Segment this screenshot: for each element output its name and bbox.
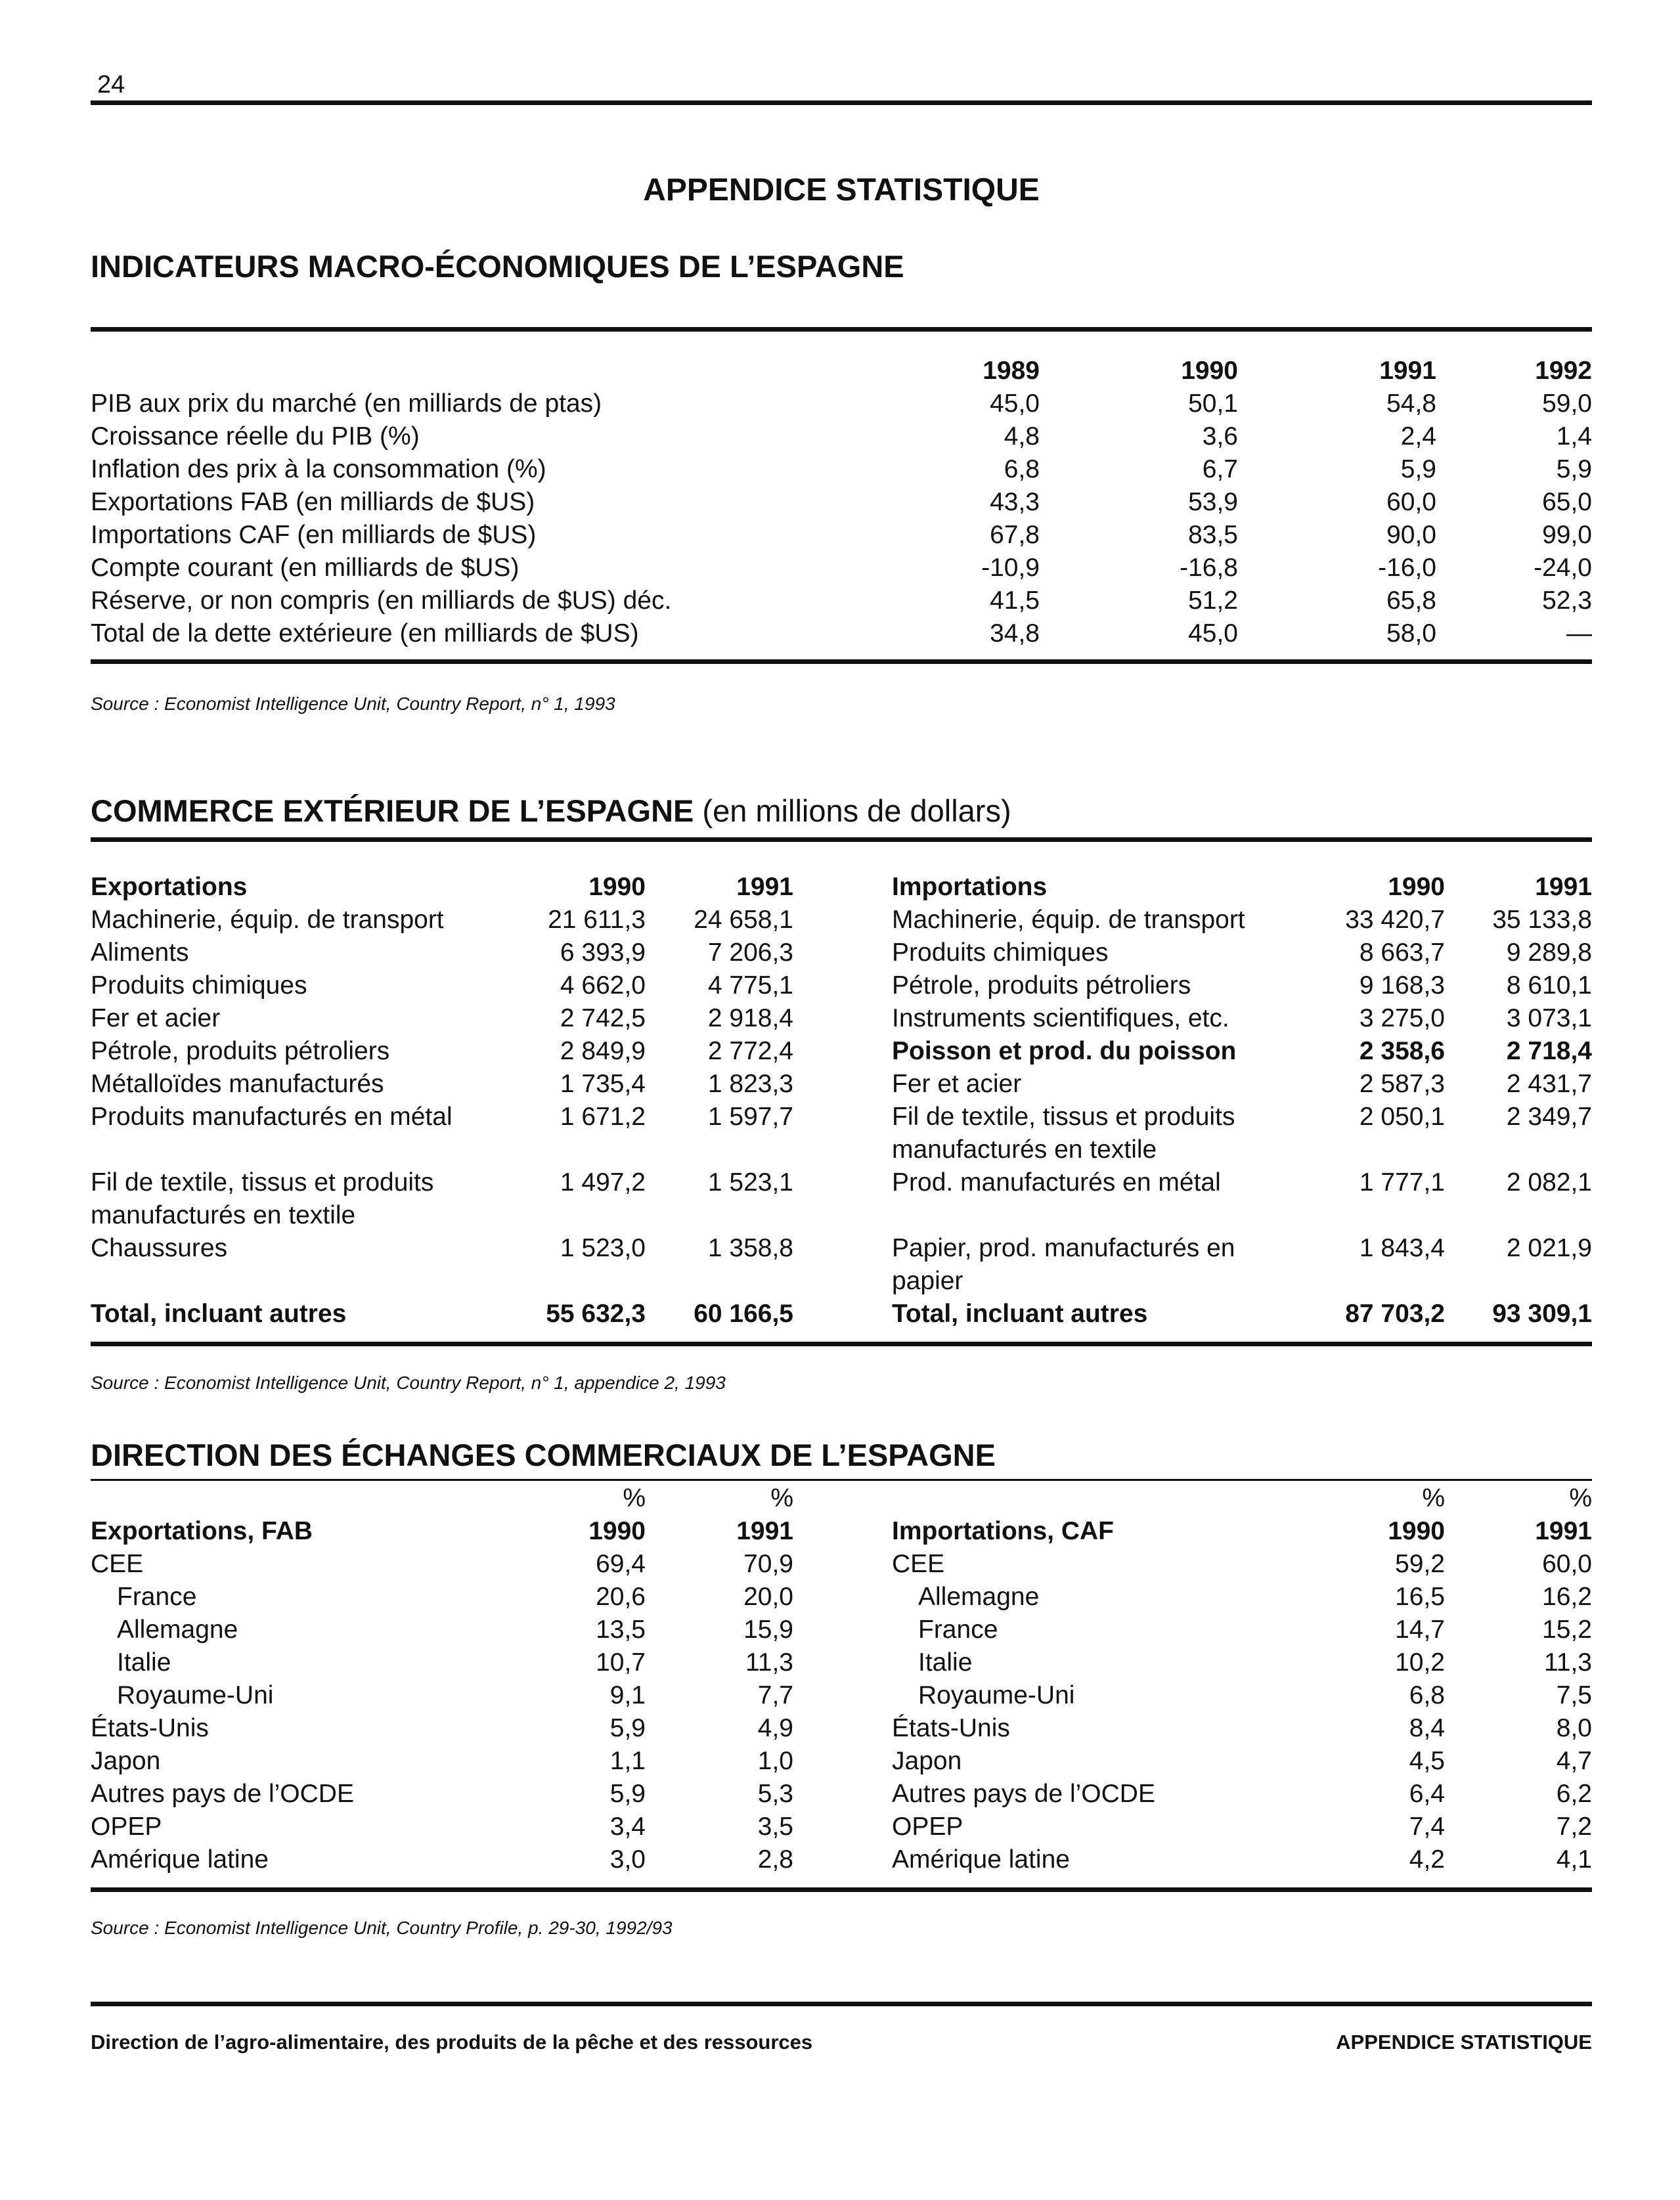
export-label: Pétrole, produits pétroliers [91,1037,390,1065]
commerce-top-rule [91,837,1592,842]
import-label: Produits chimiques [892,938,1109,967]
import-label: Instruments scientifiques, etc. [892,1004,1229,1032]
value-cell: 3 073,1 [1506,1004,1592,1032]
row-label: Inflation des prix à la consommation (%) [91,455,546,483]
year-header: 1990 [1388,873,1445,901]
value-cell: 20,6 [596,1583,646,1611]
table-row [91,1679,1592,1712]
spacer-cell [793,1646,892,1679]
value-cell: 7,4 [1409,1813,1445,1841]
value-cell: 6,2 [1556,1780,1592,1808]
macro-source: Source : Economist Intelligence Unit, Country Report, n° 1, 1993 [91,693,615,714]
row-label: Réserve, or non compris (en milliards de $US) déc. [91,586,672,615]
spacer-cell [793,1548,892,1581]
value-cell: 8 610,1 [1506,971,1592,1000]
table-row [91,453,1592,486]
value-cell: 7 206,3 [707,938,793,967]
value-cell: -16,8 [1180,554,1238,582]
spacer-cell [793,1712,892,1745]
spacer-cell [793,969,892,1002]
value-cell: 69,4 [596,1550,646,1578]
export-label: Japon [91,1747,161,1775]
direction-pct-row [91,1482,1592,1515]
exports-header: Exportations [91,873,248,901]
commerce-bottom-rule [91,1342,1592,1346]
export-label: OPEP [91,1813,162,1841]
table-row [91,1002,1592,1035]
value-cell: 1,1 [609,1747,646,1775]
import-label: France [918,1616,998,1644]
value-cell: 4,2 [1409,1845,1445,1874]
year-header: 1991 [736,1517,793,1545]
value-cell: 11,3 [745,1648,793,1677]
total-cell: 55 632,3 [546,1300,646,1328]
row-label: Importations CAF (en milliards de $US) [91,521,537,549]
table-row [91,552,1592,584]
export-label: Aliments [91,938,189,967]
commerce-title [91,793,1011,829]
value-cell: 35 133,8 [1492,906,1592,934]
value-cell: 60,0 [1386,488,1436,516]
import-label: Pétrole, produits pétroliers [892,971,1191,1000]
import-label: Fil de textile, tissus et produits manufacturés en textile [892,1103,1235,1164]
value-cell: 4,7 [1556,1747,1592,1775]
value-cell: 58,0 [1386,619,1436,648]
value-cell: 7,7 [757,1681,793,1709]
export-label: Produits chimiques [91,971,307,1000]
value-cell: 45,0 [990,389,1040,418]
table-row [91,1614,1592,1646]
row-label: Compte courant (en milliards de $US) [91,554,519,582]
value-cell: 20,0 [743,1583,793,1611]
value-cell: 6,4 [1409,1780,1445,1808]
value-cell: 2 082,1 [1506,1168,1592,1197]
value-cell: 41,5 [990,586,1040,615]
value-cell: 6 393,9 [560,938,646,967]
direction-title: DIRECTION DES ÉCHANGES COMMERCIAUX DE L’ESPAGNE [91,1438,996,1472]
value-cell: 6,7 [1202,455,1238,483]
table-row [91,420,1592,453]
table-row [91,1581,1592,1614]
spacer-cell [793,1778,892,1811]
import-label: OPEP [892,1813,963,1841]
export-label: France [117,1583,197,1611]
value-cell: 16,2 [1542,1583,1592,1611]
value-cell: 5,9 [1400,455,1436,483]
value-cell: 83,5 [1188,521,1238,549]
value-cell: 59,2 [1395,1550,1445,1578]
value-cell: 1 735,4 [560,1070,646,1098]
value-cell: -10,9 [981,554,1040,582]
spacer-cell [793,1614,892,1646]
year-header: 1991 [1535,1517,1592,1545]
value-cell: 53,9 [1188,488,1238,516]
import-label: Fer et acier [892,1070,1022,1098]
value-cell: 2,8 [757,1845,793,1874]
spacer-cell [793,1035,892,1068]
value-cell: 1 523,1 [707,1168,793,1197]
value-cell: 99,0 [1542,521,1592,549]
percent-header: % [770,1484,793,1512]
value-cell: 1,4 [1556,422,1592,451]
total-cell: 87 703,2 [1345,1300,1445,1328]
value-cell: 65,8 [1386,586,1436,615]
spacer-cell [793,1002,892,1035]
macro-title: INDICATEURS MACRO-ÉCONOMIQUES DE L’ESPAGNE [91,249,904,284]
value-cell: 6,8 [1409,1681,1445,1709]
value-cell: 5,9 [609,1714,646,1742]
spacer-cell [793,1166,892,1232]
table-row [91,1745,1592,1778]
exports-header: Exportations, FAB [91,1517,313,1545]
imports-header: Importations [892,873,1048,901]
table-row [91,904,1592,936]
value-cell: 10,2 [1395,1648,1445,1677]
value-cell: 60,0 [1542,1550,1592,1578]
value-cell: 1 671,2 [560,1103,646,1131]
export-label: Métalloïdes manufacturés [91,1070,384,1098]
value-cell: -16,0 [1378,554,1436,582]
value-cell: 1 843,4 [1359,1234,1445,1262]
value-cell: 67,8 [990,521,1040,549]
value-cell: 2 772,4 [707,1037,793,1065]
header-rule [91,100,1592,105]
spacer-cell [793,1811,892,1843]
footer-right: APPENDICE STATISTIQUE [1336,2031,1592,2054]
table-row [91,1646,1592,1679]
year-header: 1992 [1535,357,1592,385]
export-label: Allemagne [117,1616,238,1644]
value-cell: 4,9 [757,1714,793,1742]
total-cell: 93 309,1 [1492,1300,1592,1328]
value-cell: 10,7 [596,1648,646,1677]
export-label: États-Unis [91,1714,209,1742]
value-cell: 1,0 [757,1747,793,1775]
import-label: Poisson et prod. du poisson [892,1037,1237,1065]
total-cell: 60 166,5 [694,1300,793,1328]
row-label: Croissance réelle du PIB (%) [91,422,420,451]
value-cell: 2 021,9 [1506,1234,1592,1262]
value-cell: 59,0 [1542,389,1592,418]
year-header: 1990 [1181,357,1238,385]
macro-table [91,355,1592,650]
value-cell: 24 658,1 [694,906,793,934]
value-cell: 11,3 [1543,1648,1592,1677]
row-label: Total de la dette extérieure (en milliards de $US) [91,619,639,648]
total-cell: Total, incluant autres [91,1300,347,1328]
import-label: États-Unis [892,1714,1010,1742]
table-row [91,936,1592,969]
row-label: Exportations FAB (en milliards de $US) [91,488,535,516]
value-cell: 51,2 [1188,586,1238,615]
export-label: Fer et acier [91,1004,221,1032]
footer-rule [91,2002,1592,2006]
export-label: Italie [117,1648,171,1677]
value-cell: 5,9 [1556,455,1592,483]
table-row [91,1068,1592,1101]
percent-header: % [1569,1484,1592,1512]
year-header: 1989 [983,357,1040,385]
value-cell: 34,8 [990,619,1040,648]
value-cell: 2 431,7 [1506,1070,1592,1098]
commerce-title-suffix: (en millions de dollars) [702,793,1011,828]
value-cell: 9 168,3 [1359,971,1445,1000]
export-label: Autres pays de l’OCDE [91,1780,354,1808]
value-cell: — [1566,619,1592,648]
value-cell: 4,8 [1004,422,1040,451]
value-cell: 90,0 [1386,521,1436,549]
direction-top-rule [91,1479,1592,1481]
total-row [91,1298,1592,1331]
value-cell: 7,2 [1556,1813,1592,1841]
table-row [91,1101,1592,1166]
year-header: 1991 [736,873,793,901]
value-cell: 15,9 [743,1616,793,1644]
value-cell: 4,1 [1556,1845,1592,1874]
table-row [91,969,1592,1002]
page-number: 24 [97,71,125,99]
spacer-cell [793,1068,892,1101]
import-label: Machinerie, équip. de transport [892,906,1245,934]
value-cell: 21 611,3 [548,906,646,934]
table-row [91,387,1592,420]
import-label: Prod. manufacturés en métal [892,1168,1221,1197]
table-row [91,1712,1592,1745]
commerce-table [91,871,1592,1331]
export-label: Chaussures [91,1234,228,1262]
value-cell: 2 349,7 [1506,1103,1592,1131]
spacer-cell [793,1101,892,1166]
import-label: Amérique latine [892,1845,1070,1874]
value-cell: 5,9 [609,1780,646,1808]
value-cell: 33 420,7 [1345,906,1445,934]
table-row [91,1232,1592,1298]
value-cell: 8,0 [1556,1714,1592,1742]
value-cell: 2 918,4 [707,1004,793,1032]
export-label: Machinerie, équip. de transport [91,906,444,934]
import-label: CEE [892,1550,945,1578]
value-cell: -24,0 [1534,554,1592,582]
import-label: Papier, prod. manufacturés en papier [892,1234,1235,1295]
value-cell: 13,5 [596,1616,646,1644]
value-cell: 1 358,8 [707,1234,793,1262]
table-row [91,1843,1592,1876]
value-cell: 50,1 [1188,389,1238,418]
spacer-cell [793,1232,892,1298]
year-header: 1991 [1535,873,1592,901]
table-row [91,1811,1592,1843]
spacer-cell [793,1745,892,1778]
direction-header-row [91,1515,1592,1548]
imports-header: Importations, CAF [892,1517,1114,1545]
value-cell: 4 775,1 [707,971,793,1000]
year-header: 1990 [588,1517,646,1545]
value-cell: 16,5 [1395,1583,1445,1611]
macro-top-rule [91,327,1592,332]
row-label: PIB aux prix du marché (en milliards de ptas) [91,389,602,418]
value-cell: 2 742,5 [560,1004,646,1032]
export-label: Produits manufacturés en métal [91,1103,453,1131]
spacer-cell [793,1843,892,1876]
direction-source: Source : Economist Intelligence Unit, Country Profile, p. 29-30, 1992/93 [91,1918,673,1938]
table-row [91,617,1592,650]
value-cell: 65,0 [1542,488,1592,516]
value-cell: 1 497,2 [560,1168,646,1197]
export-label: Royaume-Uni [117,1681,274,1709]
value-cell: 2 718,4 [1506,1037,1592,1065]
spacer-cell [793,936,892,969]
table-row [91,1035,1592,1068]
year-header: 1991 [1379,357,1436,385]
value-cell: 2 849,9 [560,1037,646,1065]
value-cell: 1 823,3 [707,1070,793,1098]
commerce-source: Source : Economist Intelligence Unit, Country Report, n° 1, appendice 2, 1993 [91,1373,726,1393]
value-cell: 2 050,1 [1359,1103,1445,1131]
value-cell: 52,3 [1542,586,1592,615]
table-row [91,519,1592,552]
value-cell: 3,5 [757,1813,793,1841]
value-cell: 8 663,7 [1359,938,1445,967]
main-title: APPENDICE STATISTIQUE [643,173,1040,208]
spacer-cell [793,1298,892,1331]
export-label: Fil de textile, tissus et produits manufacturés en textile [91,1168,434,1229]
value-cell: 7,5 [1556,1681,1592,1709]
commerce-title-main: COMMERCE EXTÉRIEUR DE L’ESPAGNE [91,793,694,828]
value-cell: 70,9 [743,1550,793,1578]
value-cell: 4 662,0 [560,971,646,1000]
percent-header: % [1422,1484,1445,1512]
value-cell: 2 587,3 [1359,1070,1445,1098]
value-cell: 1 777,1 [1359,1168,1445,1197]
direction-table [91,1482,1592,1876]
value-cell: 2,4 [1400,422,1436,451]
value-cell: 54,8 [1386,389,1436,418]
value-cell: 15,2 [1542,1616,1592,1644]
value-cell: 3 275,0 [1359,1004,1445,1032]
value-cell: 8,4 [1409,1714,1445,1742]
value-cell: 3,0 [609,1845,646,1874]
export-label: CEE [91,1550,144,1578]
total-cell: Total, incluant autres [892,1300,1148,1328]
value-cell: 1 523,0 [560,1234,646,1262]
macro-header-row [91,355,1592,387]
import-label: Allemagne [918,1583,1040,1611]
table-row [91,584,1592,617]
value-cell: 1 597,7 [707,1103,793,1131]
value-cell: 45,0 [1188,619,1238,648]
macro-bottom-rule [91,659,1592,664]
value-cell: 6,8 [1004,455,1040,483]
year-header: 1990 [588,873,646,901]
import-label: Italie [918,1648,973,1677]
spacer-cell [793,904,892,936]
value-cell: 14,7 [1395,1616,1445,1644]
value-cell: 9 289,8 [1506,938,1592,967]
spacer-cell [793,1679,892,1712]
document-page [91,0,1592,2200]
value-cell: 9,1 [609,1681,646,1709]
export-label: Amérique latine [91,1845,269,1874]
footer-left: Direction de l’agro-alimentaire, des produits de la pêche et des ressources [91,2031,813,2054]
year-header: 1990 [1388,1517,1445,1545]
value-cell: 3,6 [1202,422,1238,451]
import-label: Autres pays de l’OCDE [892,1780,1155,1808]
percent-header: % [623,1484,646,1512]
value-cell: 43,3 [990,488,1040,516]
spacer-cell [793,1581,892,1614]
value-cell: 3,4 [609,1813,646,1841]
table-row [91,486,1592,519]
import-label: Royaume-Uni [918,1681,1075,1709]
commerce-header-row [91,871,1592,904]
table-row [91,1548,1592,1581]
table-row [91,1166,1592,1232]
value-cell: 2 358,6 [1359,1037,1445,1065]
value-cell: 5,3 [757,1780,793,1808]
value-cell: 4,5 [1409,1747,1445,1775]
import-label: Japon [892,1747,962,1775]
direction-bottom-rule [91,1887,1592,1892]
table-row [91,1778,1592,1811]
